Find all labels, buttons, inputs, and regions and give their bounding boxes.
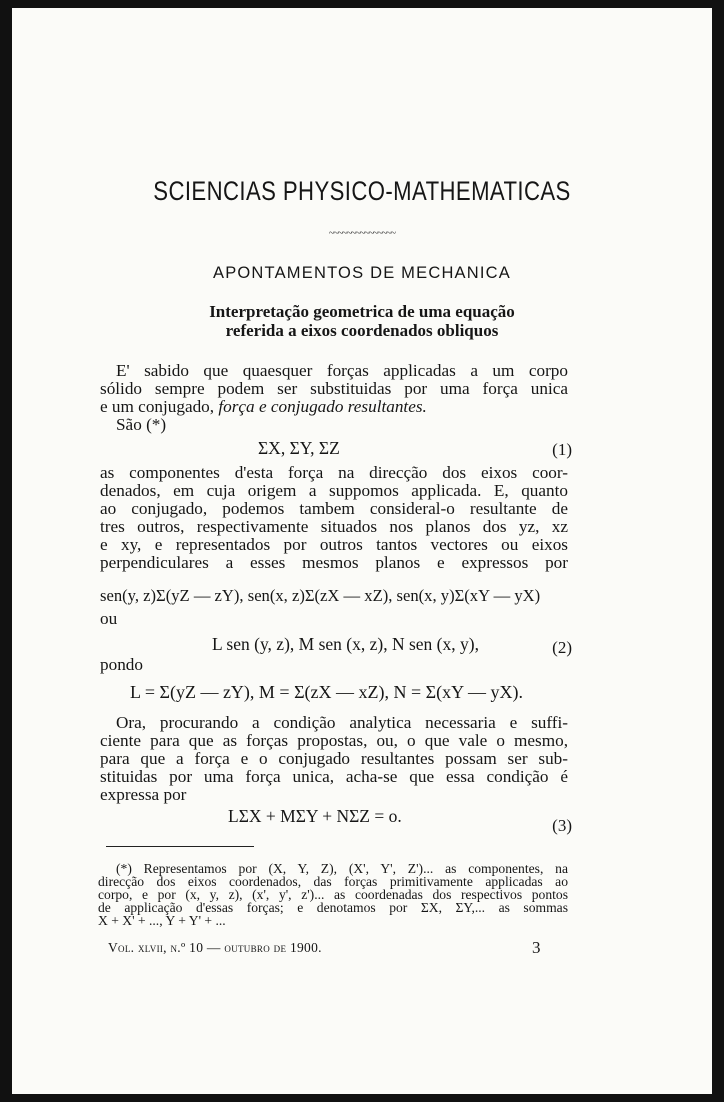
page-footer: Vol. xlvii, n.º 10 — outubro de 1900. bbox=[108, 940, 322, 955]
paragraph-line bbox=[100, 398, 568, 416]
sao-line: São (*) bbox=[116, 415, 167, 434]
pondo-line: pondo bbox=[100, 655, 143, 674]
paragraph-line: e xy, e representados por outros tantos vectores ou eixos bbox=[100, 535, 568, 554]
equation-1-number: (1) bbox=[552, 440, 572, 459]
paragraph-line: Ora, procurando a condição analytica necessaria e suffi- bbox=[116, 713, 568, 732]
paragraph-line: expressa por bbox=[100, 785, 187, 804]
paragraph-line: sólido sempre podem ser substituidas por uma força unica bbox=[100, 379, 568, 398]
paragraph-line: ciente para que as forças propostas, ou, o que vale o mesmo, bbox=[100, 731, 568, 750]
footnote-line: corpo, e por (x, y, z), (x', y', z')... as coordenadas dos respectivos pontos bbox=[98, 887, 568, 902]
text-italic: força e conjugado resultantes. bbox=[218, 397, 427, 416]
subtitle-line-1: Interpretação geometrica de uma equação bbox=[209, 302, 515, 321]
equation-1: ΣX, ΣY, ΣZ bbox=[258, 438, 340, 458]
section-title: APONTAMENTOS DE MECHANICA bbox=[212, 264, 511, 282]
document-page bbox=[12, 8, 712, 1094]
paragraph-line: stituidas por uma força unica, acha-se que essa condição é bbox=[100, 767, 568, 786]
footnote-line: (*) Representamos por (X, Y, Z), (X', Y', Z')... as componentes, na bbox=[116, 861, 568, 876]
definition-line: L = Σ(yZ — zY), M = Σ(zX — xZ), N = Σ(xY — yX). bbox=[130, 682, 523, 702]
page-number: 3 bbox=[532, 938, 541, 957]
paragraph-line: ao conjugado, podemos tambem consideral-o resultante de bbox=[100, 499, 568, 518]
text-plain: e um conjugado, bbox=[100, 397, 219, 416]
equation-3-number: (3) bbox=[552, 816, 572, 835]
paragraph-line: denados, em cuja origem a suppomos applicada. E, quanto bbox=[100, 481, 568, 500]
paragraph-line: E' sabido que quaesquer forças applicadas a um corpo bbox=[116, 361, 568, 380]
subtitle-line-2: referida a eixos coordenados obliquos bbox=[225, 321, 499, 340]
ou-line: ou bbox=[100, 609, 118, 628]
equation-2-number: (2) bbox=[552, 638, 572, 657]
paragraph-line: para que a força e o conjugado resultantes possam ser sub- bbox=[100, 749, 568, 768]
footnote-rule bbox=[106, 846, 254, 847]
paragraph-line: tres outros, respectivamente situados nos planos dos yz, xz bbox=[100, 517, 568, 536]
footnote-line: direcção dos eixos coordenados, das forças primitivamente applicadas ao bbox=[98, 874, 568, 889]
footnote-line: de applicação d'essas forças; e denotamos por ΣX, ΣY,... as sommas bbox=[98, 900, 568, 915]
footnote-line: X + X' + ..., Y + Y' + ... bbox=[98, 913, 226, 928]
paragraph-line: as componentes d'esta força na direcção dos eixos coor- bbox=[100, 463, 568, 482]
equation-3: LΣX + MΣY + NΣZ = o. bbox=[228, 806, 402, 826]
equation-2: L sen (y, z), M sen (x, z), N sen (x, y), bbox=[212, 634, 479, 654]
running-header: SCIENCIAS PHYSICO-MATHEMATICAS bbox=[153, 176, 571, 206]
ornament-divider: ~~~~~~~~~~~~~~~ bbox=[328, 228, 396, 239]
paragraph-line: perpendiculares a esses mesmos planos e expressos por bbox=[100, 553, 568, 572]
sen-expression: sen(y, z)Σ(yZ — zY), sen(x, z)Σ(zX — xZ), sen(x, y)Σ(xY — yX) bbox=[100, 586, 541, 605]
